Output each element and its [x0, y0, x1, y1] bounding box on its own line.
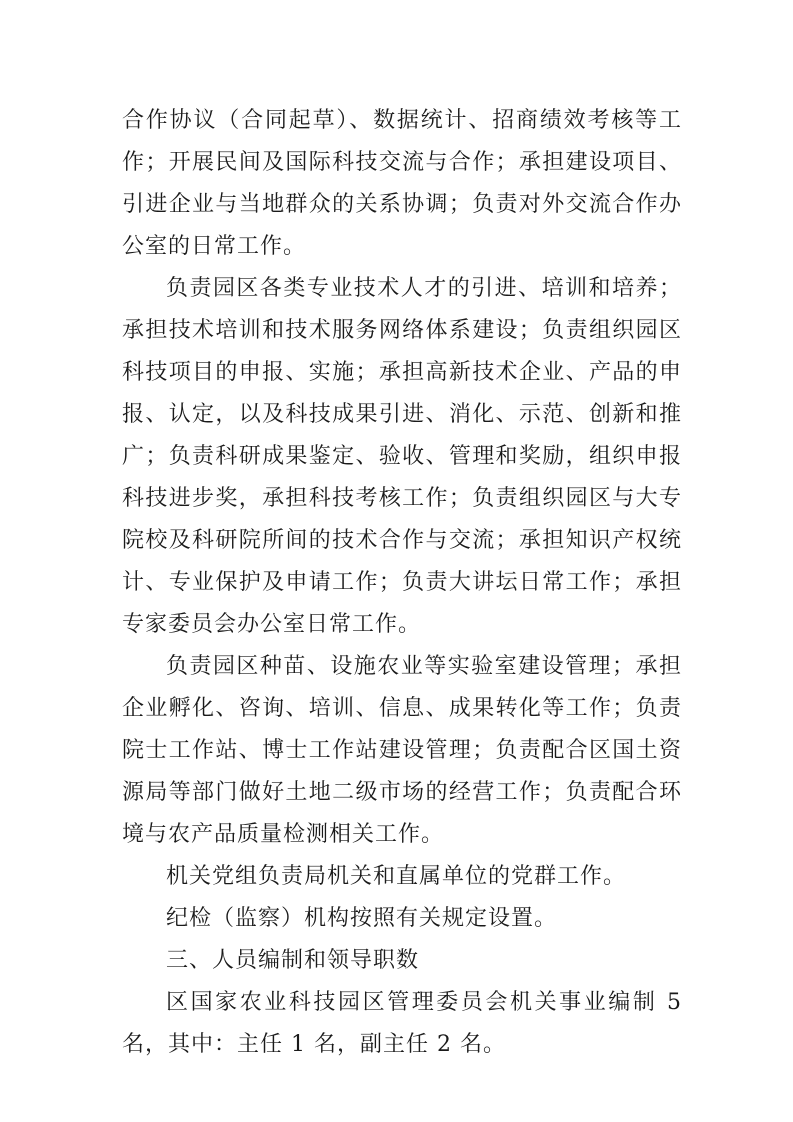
paragraph-discipline-inspection: 纪检（监察）机构按照有关规定设置。	[166, 906, 558, 931]
section-heading-staffing: 三、人员编制和领导职数	[166, 948, 420, 973]
paragraph-staffing-quota: 区国家农业科技园区管理委员会机关事业编制 5 名，其中：主任 1 名，副主任 2 名。	[122, 990, 682, 1057]
paragraph-party-work: 机关党组负责局机关和直属单位的党群工作。	[166, 864, 627, 889]
document-page	[122, 100, 682, 1066]
paragraph-lab-and-incubation-duties: 负责园区种苗、设施农业等实验室建设管理；承担企业孵化、咨询、培训、信息、成果转化等工作；负责院士工作站、博士工作站建设管理；负责配合区国土资源局等部门做好土地二级市场的经营工作；负责配合环境与农产品质量检测相关工作。	[122, 654, 682, 847]
paragraph-continued-cooperation-duties: 合作协议（合同起草）、数据统计、招商绩效考核等工作；开展民间及国际科技交流与合作；承担建设项目、引进企业与当地群众的关系协调；负责对外交流合作办公室的日常工作。	[122, 108, 682, 259]
paragraph-talent-and-technology-duties: 负责园区各类专业技术人才的引进、培训和培养；承担技术培训和技术服务网络体系建设；负责组织园区科技项目的申报、实施；承担高新技术企业、产品的申报、认定，以及科技成果引进、消化、示范、创新和推广；负责科研成果鉴定、验收、管理和奖励，组织申报科技进步奖，承担科技考核工作；负责组织园区与大专院校及科研院所间的技术合作与交流；承担知识产权统计、专业保护及申请工作；负责大讲坛日常工作；承担专家委员会办公室日常工作。	[122, 276, 682, 637]
